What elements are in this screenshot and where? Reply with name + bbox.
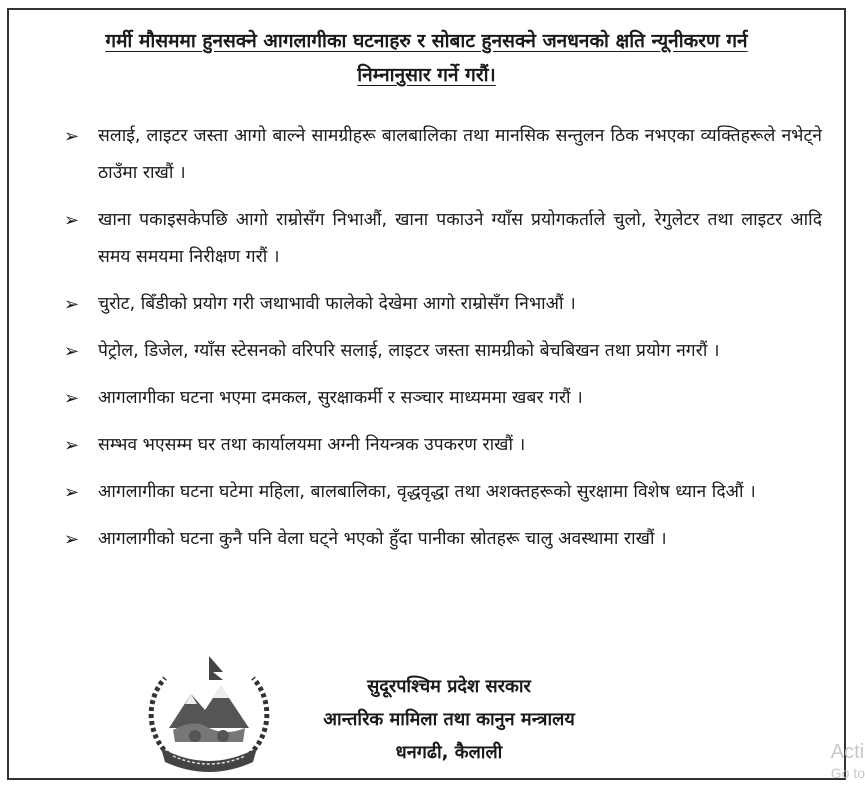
list-item [64, 380, 822, 417]
list-item-text: आगलागीका घटना घटेमा महिला, बालबालिका, वृद्धवृद्धा तथा अशक्तहरूको सुरक्षामा विशेष ध्यान दिऔं । [98, 482, 756, 502]
notice-title [9, 24, 844, 92]
title-line-2: निम्नानुसार गर्ने गरौं। [357, 64, 496, 86]
nepal-government-emblem-icon [139, 650, 279, 775]
arrow-bullet-icon: ➢ [64, 126, 80, 147]
issuer-text [289, 670, 609, 769]
activation-watermark [831, 738, 865, 780]
list-item [64, 427, 822, 464]
arrow-bullet-icon: ➢ [64, 210, 80, 231]
title-line-1: गर्मी मौसममा हुनसक्ने आगलागीका घटनाहरु र सोबाट हुनसक्ने जनधनको क्षति न्यूनीकरण गर्न [105, 30, 748, 52]
notice-frame [7, 8, 846, 780]
list-item-text: आगलागीको घटना कुनै पनि वेला घट्ने भएको हुँदा पानीका स्रोतहरू चालु अवस्थामा राखौं । [98, 529, 667, 549]
list-item [64, 286, 822, 323]
arrow-bullet-icon: ➢ [64, 388, 80, 409]
watermark-line-2: Go to [830, 765, 865, 781]
issuer-block [139, 650, 619, 780]
office-line-2: आन्तरिक मामिला तथा कानुन मन्त्रालय [323, 709, 575, 730]
list-item [64, 118, 822, 192]
list-item [64, 521, 822, 558]
list-item-text: चुरोट, बिँडीको प्रयोग गरी जथाभावी फालेको देखेमा आगो राम्रोसँग निभाऔं । [98, 294, 576, 314]
tips-list [64, 118, 822, 568]
watermark-line-1: Acti [830, 741, 865, 763]
list-item-text: सम्भव भएसम्म घर तथा कार्यालयमा अग्नी नियन्त्रक उपकरण राखौं । [98, 435, 526, 455]
arrow-bullet-icon: ➢ [64, 435, 80, 456]
arrow-bullet-icon: ➢ [64, 294, 80, 315]
list-item [64, 202, 822, 276]
arrow-bullet-icon: ➢ [64, 529, 80, 550]
list-item-text: सलाई, लाइटर जस्ता आगो बाल्ने सामग्रीहरू बालबालिका तथा मानसिक सन्तुलन ठिक नभएका व्यक्तिहरूले नभेट्ने ठाउँमा राखौं । [98, 126, 822, 183]
arrow-bullet-icon: ➢ [64, 341, 80, 362]
list-item [64, 333, 822, 370]
list-item [64, 474, 822, 511]
list-item-text: आगलागीका घटना भएमा दमकल, सुरक्षाकर्मी र सञ्चार माध्यममा खबर गरौं । [98, 388, 583, 408]
list-item-text: खाना पकाइसकेपछि आगो राम्रोसँग निभाऔं, खाना पकाउने ग्याँस प्रयोगकर्ताले चुलो, रेगुलेटर तथा लाइटर आदि समय समयमा निरीक्षण गरौं । [98, 210, 822, 267]
arrow-bullet-icon: ➢ [64, 482, 80, 503]
office-line-1: सुदूरपश्चिम प्रदेश सरकार [367, 676, 531, 697]
list-item-text: पेट्रोल, डिजेल, ग्याँस स्टेसनको वरिपरि सलाई, लाइटर जस्ता सामग्रीको बेचबिखन तथा प्रयोग नगरौं । [98, 341, 720, 361]
office-line-3: धनगढी, कैलाली [395, 742, 503, 763]
